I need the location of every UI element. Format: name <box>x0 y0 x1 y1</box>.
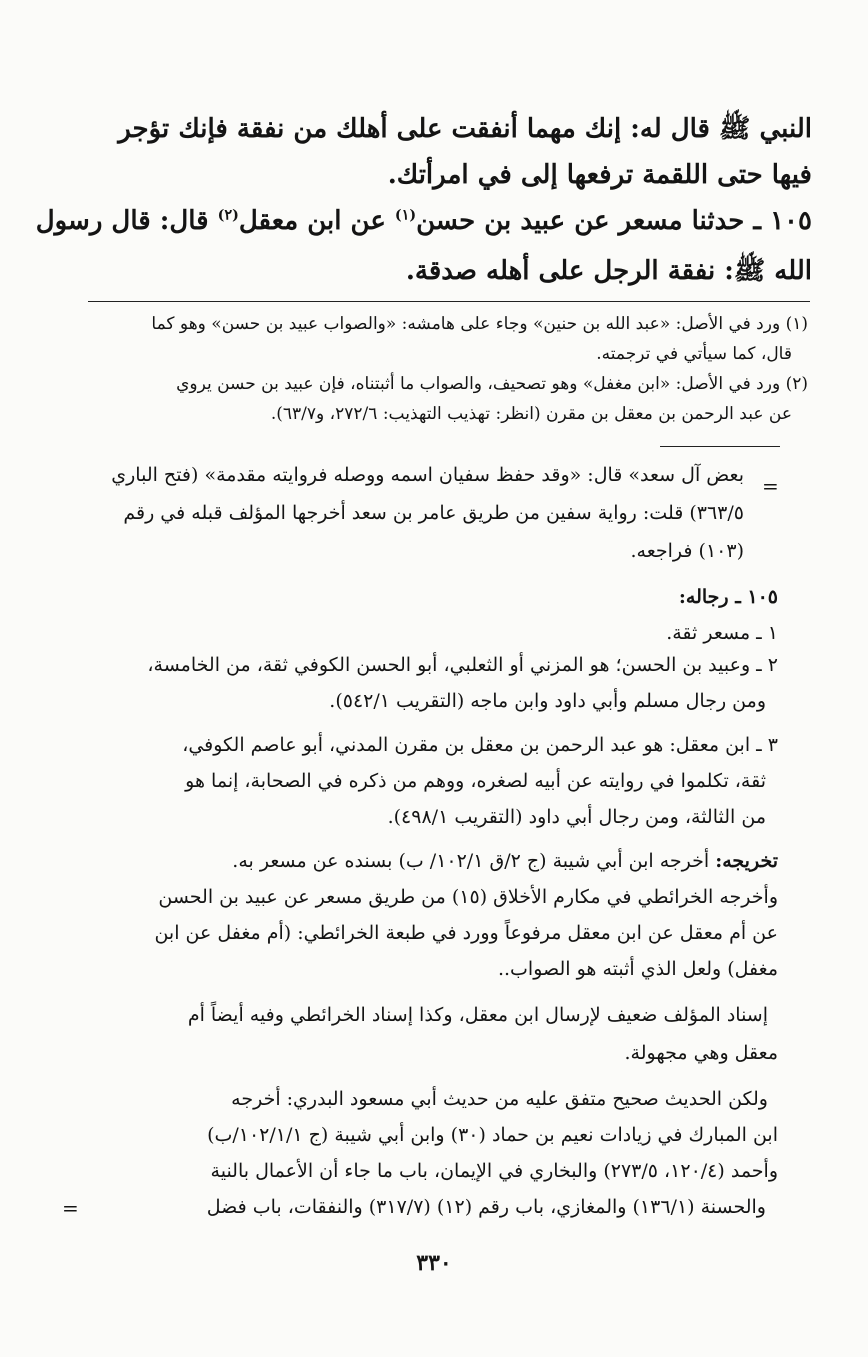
main-text-line-1: النبي ﷺ قال له: إنك مهما أنفقت على أهلك من نفقة فإنك تؤجر <box>118 114 812 144</box>
footnote-2-line-1: (٢) ورد في الأصل: «ابن مغفل» وهو تصحيف، والصواب ما أثبتناه، فإن عبيد بن حسن يروي <box>176 374 808 394</box>
commentary-separator <box>660 446 780 447</box>
main-text-line-2: فيها حتى اللقمة ترفعها إلى في امرأتك. <box>387 160 812 190</box>
takhrij-label: تخريجه: <box>715 850 778 872</box>
sahih-line-3: وأحمد (١٢٠/٤، ٢٧٣/٥) والبخاري في الإيمان، باب ما جاء أن الأعمال بالنية <box>210 1160 778 1182</box>
narrator-line-4: ٣ ـ ابن معقل: هو عبد الرحمن بن معقل بن مقرن المدني، أبو عاصم الكوفي، <box>182 734 778 756</box>
section-heading-rijal: ١٠٥ ـ رجاله: <box>678 586 778 608</box>
footnote-ref-2[interactable]: (٢) <box>217 207 239 224</box>
sahih-line-2: ابن المبارك في زيادات نعيم بن حماد (٣٠) وابن أبي شيبة (ج ١٠٢/١/١/ب) <box>207 1124 778 1146</box>
narrator-line-2: ٢ ـ وعبيد بن الحسن؛ هو المزني أو الثعلبي، أبو الحسن الكوفي ثقة، من الخامسة، <box>147 654 778 676</box>
commentary-cont-line-3: (١٠٣) فراجعه. <box>630 540 744 562</box>
sahih-line-4: والحسنة (١٣٦/١) والمغازي، باب رقم (١٢) (٣١٧/٧) والنفقات، باب فضل <box>206 1196 766 1218</box>
takhrij-line-1 <box>80 850 778 872</box>
main-text-line-3 <box>35 206 812 236</box>
footnote-separator <box>88 301 810 302</box>
main-text-line-4: الله ﷺ: نفقة الرجل على أهله صدقة. <box>405 256 812 286</box>
commentary-cont-line-2: ٣٦٣/٥) قلت: رواية سفين من طريق عامر بن سعد أخرجها المؤلف قبله في رقم <box>123 502 744 524</box>
main-text-line-3-c: قال: قال رسول <box>35 206 209 236</box>
takhrij-line-3: عن أم معقل عن ابن معقل مرفوعاً وورد في طبعة الخرائطي: (أم مغفل عن ابن <box>154 922 778 944</box>
sahih-line-1: ولكن الحديث صحيح متفق عليه من حديث أبي مسعود البدري: أخرجه <box>231 1088 768 1110</box>
narrator-line-1: ١ ـ مسعر ثقة. <box>666 622 778 644</box>
narrator-line-3: ومن رجال مسلم وأبي داود وابن ماجه (التقريب ٥٤٢/١). <box>329 690 766 712</box>
main-text-line-3-a: ١٠٥ ـ حدثنا مسعر عن عبيد بن حسن <box>416 206 812 236</box>
isnad-line-1: إسناد المؤلف ضعيف لإرسال ابن معقل، وكذا إسناد الخرائطي وفيه أيضاً أم <box>187 1004 768 1026</box>
footnote-ref-1[interactable]: (١) <box>394 207 417 224</box>
footnote-2-line-2: عن عبد الرحمن بن معقل بن مقرن (انظر: تهذيب التهذيب: ٢٧٢/٦، و٦٣/٧). <box>270 404 792 424</box>
takhrij-line-2: وأخرجه الخرائطي في مكارم الأخلاق (١٥) من طريق مسعر عن عبيد بن الحسن <box>158 886 778 908</box>
main-text-line-3-b: عن ابن معقل <box>238 206 386 236</box>
takhrij-line-1-text: أخرجه ابن أبي شيبة (ج ٢/ق ١٠٢/١/ ب) بسنده عن مسعر به. <box>232 850 710 872</box>
narrator-line-6: من الثالثة، ومن رجال أبي داود (التقريب ٤٩٨/١). <box>387 806 766 828</box>
takhrij-line-4: مغفل) ولعل الذي أثبته هو الصواب.. <box>497 958 778 980</box>
isnad-line-2: معقل وهي مجهولة. <box>624 1042 778 1064</box>
page-number: ٣٣٠ <box>416 1250 452 1276</box>
commentary-cont-line-1: بعض آل سعد» قال: «وقد حفظ سفيان اسمه ووصله فروايته مقدمة» (فتح الباري <box>111 464 744 486</box>
footnote-1-line-2: قال، كما سيأتي في ترجمته. <box>596 344 792 364</box>
end-continuation-marker: = <box>62 1196 79 1220</box>
continuation-marker: = <box>762 474 779 498</box>
footnote-1-line-1: (١) ورد في الأصل: «عبد الله بن حنين» وجاء على هامشه: «والصواب عبيد بن حسن» وهو كما <box>151 314 808 334</box>
narrator-line-5: ثقة، تكلموا في روايته عن أبيه لصغره، ووهم من ذكره في الصحابة، إنما هو <box>185 770 766 792</box>
